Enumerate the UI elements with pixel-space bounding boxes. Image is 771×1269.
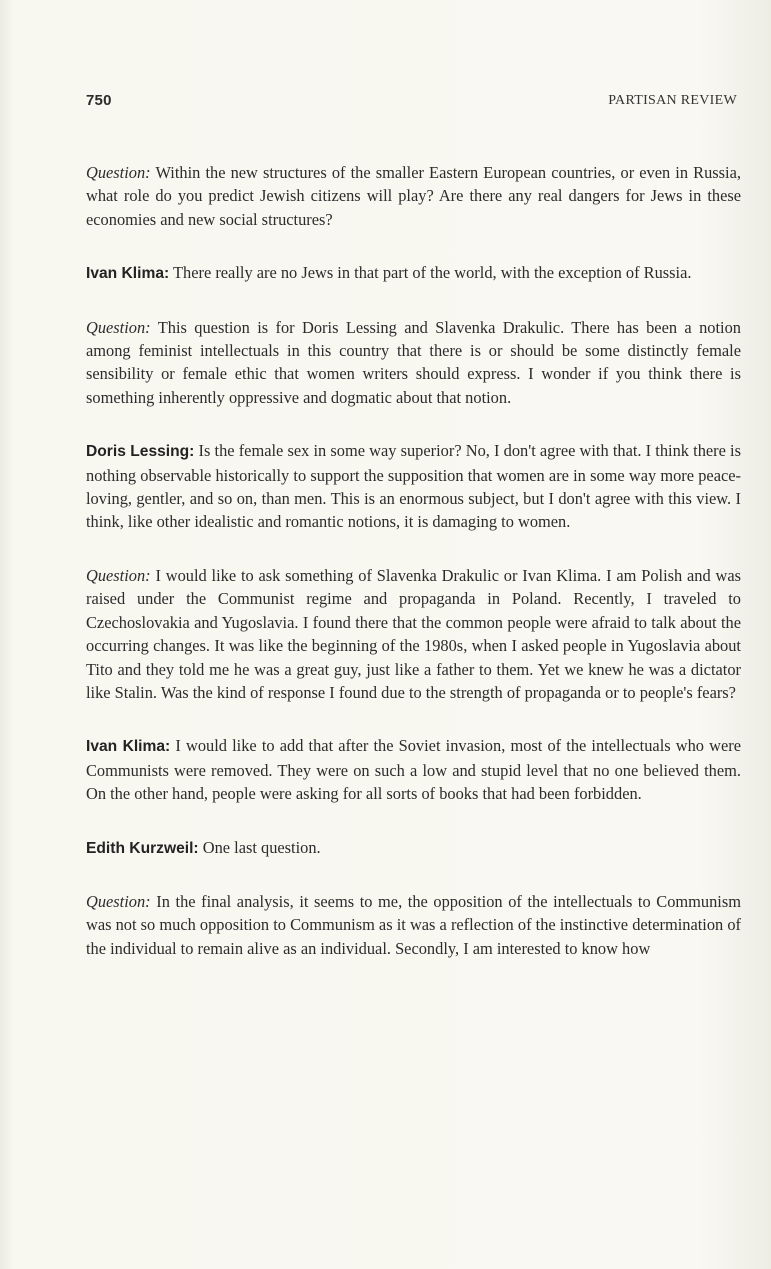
speaker-paragraph	[86, 261, 741, 285]
question-paragraph	[86, 890, 741, 960]
question-paragraph	[86, 161, 741, 231]
question-label: Question:	[86, 163, 151, 182]
speaker-paragraph	[86, 734, 741, 805]
transcript-body	[86, 161, 741, 990]
question-paragraph	[86, 316, 741, 410]
paragraph-text: This question is for Doris Lessing and Slavenka Drakulic. There has been a notion among feminist intellectuals in this country that there is or should be some distinctly female sensibility or female ethic that women writers should express. I wonder if you think there is something inherently oppressive and dogmatic about that notion.	[86, 317, 741, 407]
paragraph-text: Within the new structures of the smaller Eastern European countries, or even in Russia, what role do you predict Jewish citizens will play? Are there any real dangers for Jews in these economies and new social structures?	[86, 163, 741, 229]
question-label: Question:	[86, 891, 151, 911]
journal-title: PARTISAN REVIEW	[608, 93, 737, 108]
question-label: Question:	[86, 317, 151, 337]
question-paragraph	[86, 564, 741, 704]
speaker-paragraph	[86, 836, 741, 860]
paragraph-text: There really are no Jews in that part of the world, with the exception of Russia.	[173, 263, 692, 283]
speaker-label: Ivan Klima:	[86, 738, 171, 756]
speaker-label: Ivan Klima:	[86, 265, 170, 283]
speaker-label: Edith Kurzweil:	[86, 839, 199, 857]
paragraph-text: Is the female sex in some way superior? No, I don't agree with that. I think there is nothing observable historically to support the supposition that women are in some way more peace-loving, gentler, and so on, than men. This is an enormous subject, but I don't agree with this view. I think, like other idealistic and romantic notions, it is damaging to women.	[86, 441, 741, 532]
paragraph-text: One last question.	[202, 837, 321, 857]
paragraph-text: In the final analysis, it seems to me, the opposition of the intellectuals to Communism was not so much opposition to Communism as it was a reflection of the instinctive determination of the individual to remain alive as an individual. Secondly, I am interested to know how	[86, 891, 741, 958]
paragraph-text: I would like to add that after the Soviet invasion, most of the intellectuals who were Communists were removed. They were on such a low and stupid level that no one believed them. On the other hand, people were asking for all sorts of books that had been forbidden.	[86, 736, 741, 804]
speaker-label: Doris Lessing:	[86, 443, 195, 461]
question-label: Question:	[86, 565, 151, 585]
page-number: 750	[86, 92, 112, 109]
running-head	[86, 92, 737, 114]
speaker-paragraph	[86, 439, 741, 534]
paragraph-text: I would like to ask something of Slavenka Drakulic or Ivan Klima. I am Polish and was raised under the Communist regime and propaganda in Poland. Recently, I traveled to Czechoslovakia and Yugoslavia. I found there that the common people were afraid to talk about the occurring changes. It was like the beginning of the 1980s, when I asked people in Yugoslavia about Tito and they told me he was a great guy, just like a father to them. Yet we knew he was a dictator like Stalin. Was the kind of response I found due to the strength of propaganda or to people's fears?	[86, 565, 741, 702]
